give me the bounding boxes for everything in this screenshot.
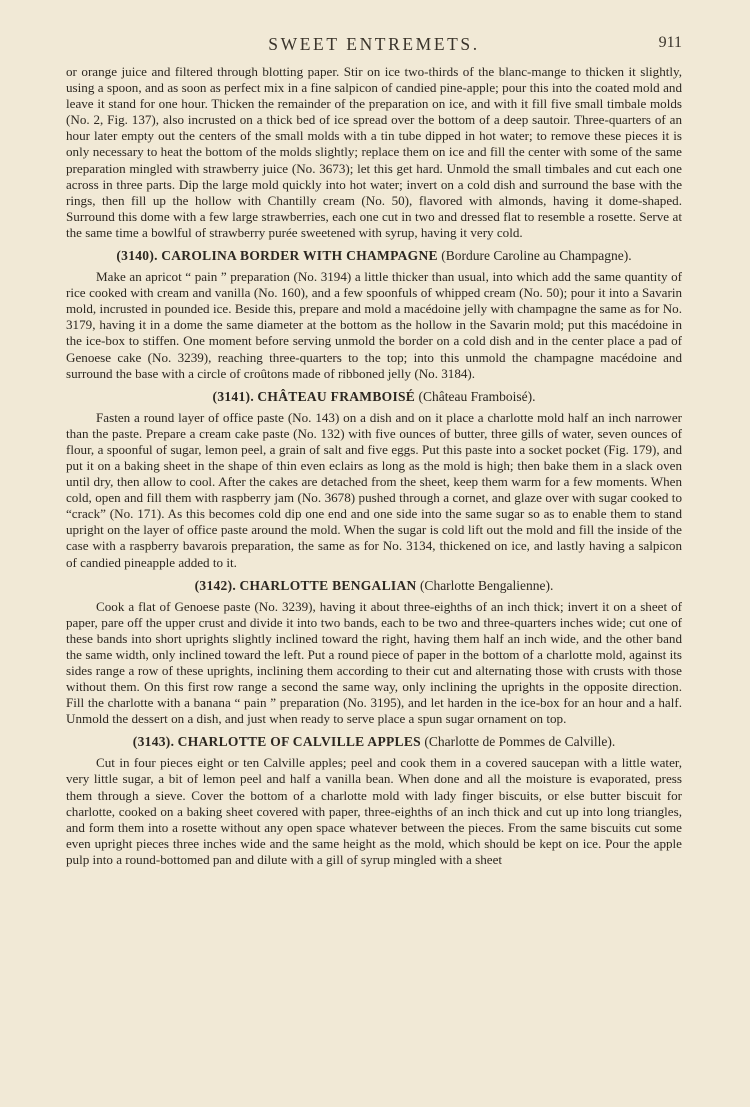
recipe-heading-3142	[66, 577, 682, 595]
recipe-french-title: (Charlotte de Pommes de Calville).	[424, 734, 616, 750]
recipe-heading-3141	[66, 388, 682, 406]
recipe-heading-3140	[66, 247, 682, 265]
recipe-number: (3140).	[116, 248, 158, 264]
recipe-title: CAROLINA BORDER WITH CHAMPAGNE	[161, 248, 438, 264]
recipe-number: (3143).	[132, 734, 175, 750]
running-title: SWEET ENTREMETS.	[268, 34, 480, 54]
page-body	[66, 64, 682, 868]
running-head	[66, 34, 682, 64]
recipe-text-3140: Make an apricot “ pain ” preparation (No. 3194) a little thicker than usual, into which add the same quantity of rice cooked with cream and vanilla (No. 160), and a few spoonfuls of whipped cream (No. 50); pour it into a Savarin mold, incrusted in pounded ice. Beside this, prepare and mold a macédoine jelly with champagne the same as for No. 3179, having it in a dome the same diameter at the bottom as the hollow in the Savarin mold; put this macédoine in the ice-box to stiffen. One moment before serving unmold the border on a cold dish and in the center place a pad of Genoese cake (No. 3239), reaching three-quarters to the top; into this unmold the champagne macédoine and surround the base with a circle of croûtons made of ribboned jelly (No. 3184).	[66, 269, 682, 381]
recipe-title: CHÂTEAU FRAMBOISÉ	[257, 388, 416, 404]
intro-paragraph: or orange juice and filtered through blotting paper. Stir on ice two-thirds of the blanc-mange to thicken it slightly, using a spoon, and as soon as perfect mix in a fine salpicon of candied pine-apple; pour this into the coated mold and leave it stand for one hour. Thicken the remainder of the preparation on ice, and with it fill five small timbale molds (No. 2, Fig. 137), also incrusted on a thick bed of ice spread over the bottom of a deep sautoir. Three-quarters of an hour later empty out the centers of the small molds with a tin tube dipped in hot water; to remove these pieces it is only necessary to heat the bottom of the molds slightly; replace them on ice and fill the center with some of the same preparation mingled with strawberry juice (No. 3673); let this get hard. Unmold the small timbales and cut each one across in three parts. Dip the large mold quickly into hot water; invert on a cold dish and surround the base with the rings, then fill up the hollow with Chantilly cream (No. 50), flavored with almonds, having it dome-shaped. Surround this dome with a few large strawberries, each one cut in two and dressed flat to resemble a rosette. Serve at the same time a bowlful of strawberry purée sweetened with syrup, having it very cold.	[66, 64, 682, 240]
recipe-number: (3141).	[212, 388, 254, 404]
recipe-text-3141: Fasten a round layer of office paste (No. 143) on a dish and on it place a charlotte mold half an inch narrower than the paste. Prepare a cream cake paste (No. 132) with five ounces of butter, three gills of water, seven ounces of flour, a spoonful of sugar, lemon peel, a grain of salt and five eggs. Put this paste into a socket pocket (Fig. 179), and put it on a baking sheet in the shape of thin even eclairs as long as the mold is high; then bake them in a slack oven until dry, then allow to cool. After the cakes are detached from the sheet, keep them warm for a few moments. When cold, open and fill them with raspberry jam (No. 3678) pushed through a cornet, and glaze over with sugar cooked to “crack” (No. 171). As this becomes cold dip one end and one side into the same sugar so as to enable them to stand upright on the layer of office paste around the mold. When the sugar is cold lift out the mold and fill the inside of the case with a raspberry bavarois preparation, the same as for No. 3134, thickened on ice, and lastly having a salpicon of candied pineapple added to it.	[66, 409, 682, 570]
page-number: 911	[658, 34, 682, 51]
recipe-heading-3143	[66, 733, 682, 751]
recipe-number: (3142).	[194, 577, 237, 593]
recipe-title: CHARLOTTE BENGALIAN	[239, 577, 417, 593]
recipe-french-title: (Château Framboisé).	[418, 388, 536, 404]
recipe-title: CHARLOTTE OF CALVILLE APPLES	[177, 734, 421, 750]
recipe-text-3143: Cut in four pieces eight or ten Calville apples; peel and cook them in a covered saucepan with a little water, very little sugar, a bit of lemon peel and half a vanilla bean. When done and all the moisture is evaporated, press them through a sieve. Cover the bottom of a charlotte mold with lady finger biscuits, or else butter biscuit for charlotte, cooked on a baking sheet covered with paper, three-eighths of an inch thick and cut up into long triangles, and form them into a rosette without any open space whatever between the pieces. From the same biscuits cut some even upright pieces three inches wide and the same height as the mold, which should be kept on ice. Pour the apple pulp into a round-bottomed pan and dilute with a gill of syrup mingled with a sheet	[66, 755, 682, 867]
recipe-french-title: (Bordure Caroline au Champagne).	[441, 248, 632, 264]
recipe-french-title: (Charlotte Bengalienne).	[419, 577, 554, 593]
recipe-text-3142: Cook a flat of Genoese paste (No. 3239), having it about three-eighths of an inch thick; invert it on a sheet of paper, pare off the upper crust and divide it into two bands, each to be two and three-quarters inches wide; cut one of these bands into short uprights slightly inclined toward the right, having them half an inch wide, and the other band the same width, only inclined toward the left. Put a round piece of paper in the bottom of a charlotte mold, against its sides range a row of these uprights, inclining them according to their cut and alternating those with crusts with those without them. On this first row range a second the same way, only inclining the uprights in the opposite direction. Fill the charlotte with a banana “ pain ” preparation (No. 3195), and let harden in the ice-box for an hour and a half. Unmold the dessert on a dish, and just when ready to serve place a spun sugar ornament on top.	[66, 598, 682, 727]
